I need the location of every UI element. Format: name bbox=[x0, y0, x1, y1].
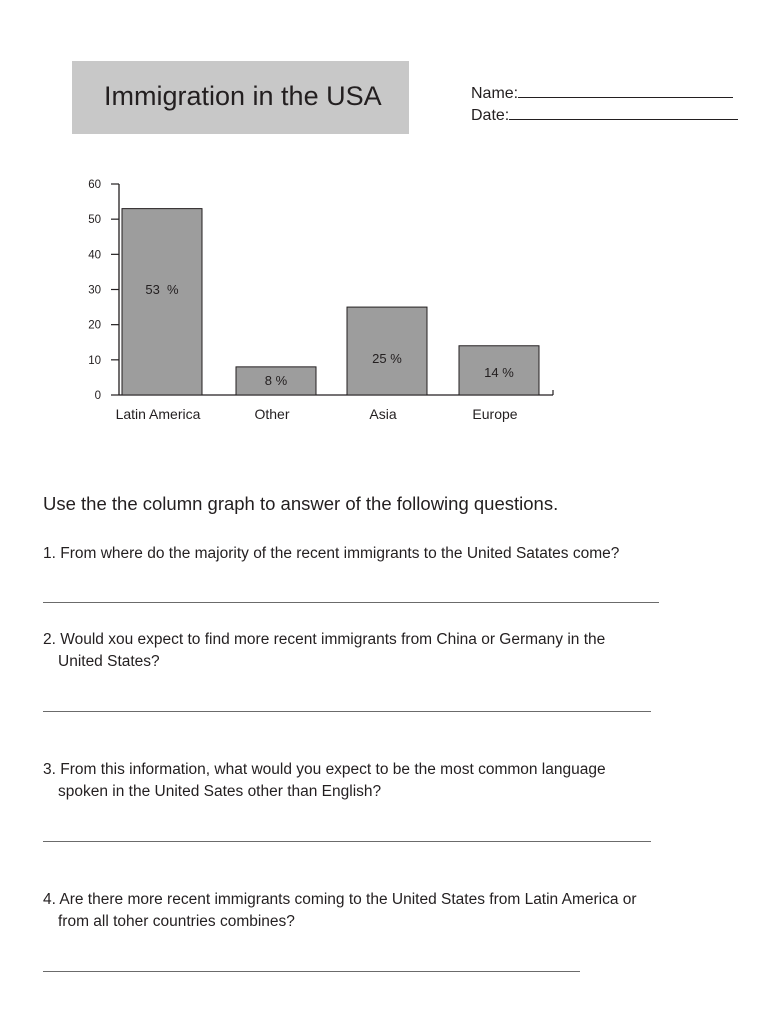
answer-line-4[interactable] bbox=[43, 971, 580, 972]
answer-line-1[interactable] bbox=[43, 602, 659, 603]
question-3-text-cont: spoken in the United Sates other than English? bbox=[58, 783, 382, 800]
x-tick-label-other: Other bbox=[254, 406, 290, 422]
y-tick-label-60: 60 bbox=[88, 179, 101, 191]
question-3-text: 3. From this information, what would you expect to be the most common language bbox=[43, 761, 606, 778]
date-row bbox=[471, 105, 738, 127]
instructions: Use the the column graph to answer of the following questions. bbox=[43, 493, 559, 514]
name-row bbox=[471, 83, 738, 105]
answer-line-2[interactable] bbox=[43, 711, 651, 712]
y-tick-label-40: 40 bbox=[88, 249, 101, 262]
name-label: Name: bbox=[471, 85, 519, 102]
title-box bbox=[72, 61, 409, 134]
x-tick-label-europe: Europe bbox=[472, 406, 518, 422]
bar-latin-america bbox=[122, 209, 202, 395]
date-blank[interactable] bbox=[509, 107, 738, 120]
data-label-asia: 25 % bbox=[372, 351, 402, 366]
question-4-text: 4. Are there more recent immigrants coming to the United States from Latin America or bbox=[43, 891, 637, 908]
question-2 bbox=[43, 629, 723, 673]
x-tick-label-asia: Asia bbox=[369, 406, 397, 422]
y-tick-label-10: 10 bbox=[88, 354, 101, 367]
data-label-europe: 14 % bbox=[484, 365, 514, 380]
immigration-column-chart bbox=[0, 160, 600, 435]
name-blank[interactable] bbox=[518, 85, 733, 98]
data-label-latin-america: 53 % bbox=[145, 282, 179, 297]
y-tick-label-50: 50 bbox=[88, 214, 101, 227]
x-tick-label-latin-america: Latin America bbox=[115, 406, 201, 422]
question-2-text: 2. Would xou expect to find more recent immigrants from China or Germany in the bbox=[43, 631, 606, 648]
y-tick-label-20: 20 bbox=[88, 319, 101, 332]
date-label: Date: bbox=[471, 107, 510, 124]
question-2-text-cont: United States? bbox=[58, 653, 160, 670]
name-date-block bbox=[471, 83, 738, 127]
answer-line-3[interactable] bbox=[43, 841, 651, 842]
question-4 bbox=[43, 889, 723, 933]
y-tick-label-30: 30 bbox=[88, 284, 101, 297]
question-1 bbox=[43, 543, 723, 565]
page-title: Immigration in the USA bbox=[104, 81, 382, 111]
question-1-text: 1. From where do the majority of the recent immigrants to the United Satates come? bbox=[43, 545, 620, 562]
question-4-text-cont: from all toher countries combines? bbox=[58, 913, 295, 930]
y-tick-label-0: 0 bbox=[94, 390, 101, 402]
question-3 bbox=[43, 759, 723, 803]
data-label-other: 8 % bbox=[264, 373, 288, 388]
